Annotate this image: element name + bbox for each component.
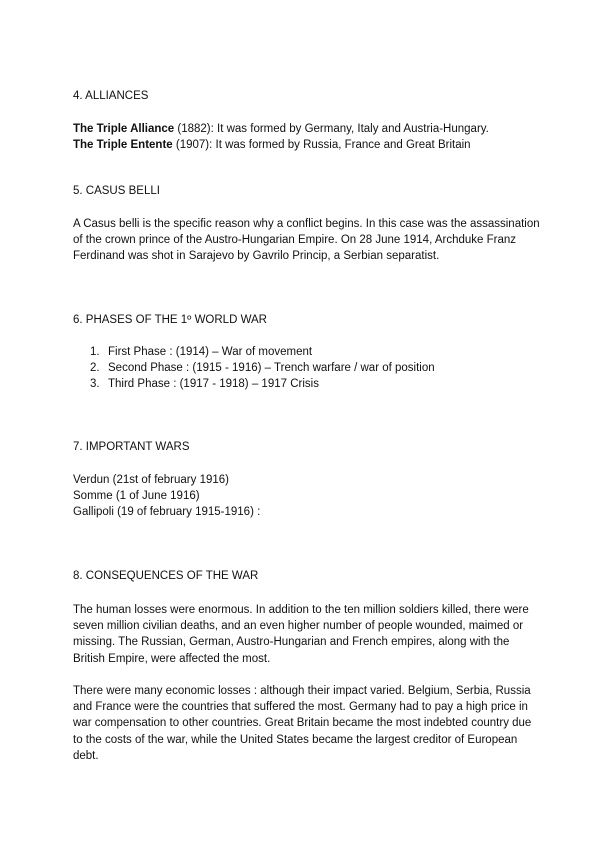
list-item-text: First Phase : (1914) – War of movement (108, 346, 313, 358)
list-item-text: Third Phase : (1917 - 1918) – 1917 Crisis (108, 378, 319, 391)
phases-heading: 6. PHASES OF THE 1º WORLD WAR (73, 314, 267, 326)
list-item: Verdun (21st of february 1916) (73, 474, 229, 486)
consequences-paragraph-1: The human losses were enormous. In addition to the ten million soldiers killed, there were seven million civilian deaths, and an even higher number of people wounded, maimed or missing. The Russian, German, Austro-Hungarian and French empires, along with the British Empire, were affected the most. (73, 604, 529, 665)
triple-alliance-name: The Triple Alliance (73, 123, 175, 135)
alliances-heading: 4. ALLIANCES (73, 90, 149, 102)
list-item-number: 3. (90, 378, 100, 391)
list-item (73, 376, 543, 392)
list-item-number: 1. (90, 346, 100, 358)
list-item: Somme (1 of June 1916) (73, 490, 200, 503)
important-wars-heading: 7. IMPORTANT WARS (73, 441, 190, 453)
triple-alliance-line (73, 121, 543, 137)
list-item-text: Second Phase : (1915 - 1916) – Trench warfare / war of position (108, 362, 435, 375)
list-item (73, 360, 543, 376)
consequences-heading: 8. CONSEQUENCES OF THE WAR (73, 570, 259, 582)
triple-entente-name: The Triple Entente (73, 139, 173, 151)
triple-alliance-text: (1882): It was formed by Germany, Italy and Austria-Hungary. (174, 123, 489, 135)
casus-belli-heading: 5. CASUS BELLI (73, 185, 160, 197)
casus-belli-paragraph: A Casus belli is the specific reason why a conflict begins. In this case was the assassination of the crown prince of the Austro-Hungarian Empire. On 28 June 1914, Archduke Franz Ferdinand was shot in Sarajevo by Gavrilo Princip, a Serbian separatist. (73, 218, 540, 263)
triple-entente-text: (1907): It was formed by Russia, France and Great Britain (172, 139, 471, 151)
list-item: Gallipoli (19 of february 1915-1916) : (73, 506, 261, 519)
important-wars-list (73, 472, 543, 521)
consequences-paragraph-2: There were many economic losses : although their impact varied. Belgium, Serbia, Russia and France were the countries that suffered the most. Germany had to pay a high price in war compensation to other countries. Great Britain became the most indebted country due to the costs of the war, while the United States became the largest creditor of European debt. (73, 685, 532, 762)
list-item (73, 344, 543, 360)
list-item-number: 2. (90, 362, 100, 375)
triple-entente-line (73, 137, 543, 153)
phases-list (73, 344, 543, 393)
